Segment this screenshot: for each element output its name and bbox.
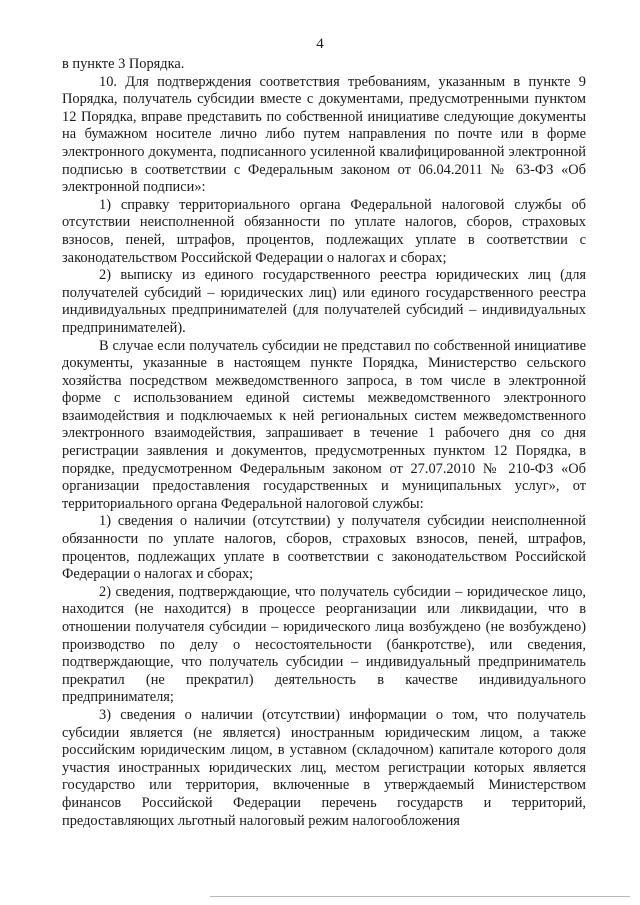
paragraph-continuation: в пункте 3 Порядка. [62,56,185,72]
paragraph-item-10: 10. Для подтверждения соответствия требованиям, указанным в пункте 9 Порядка, получатель субсидии вместе с документами, предусмотренными пунктом 12 Порядка, вправе представить по собственной инициативе следующие документы на бумажном носителе лично либо путем направления по почте или в форме электронного документа, подписанного усиленной квалифицированной электронной подписью в соответствии с Федеральным законом от 06.04.2011 № 63-ФЗ «Об электронной подписи»: [62,73,586,196]
paragraph-subitem-2: 2) выписку из единого государственного реестра юридических лиц (для получателей субсидий – юридических лиц) или единого государственного реестра индивидуальных предпринимателей (для получателей субсидий – индивидуальных предпринимателей). [62,267,586,336]
paragraph-request-item-3: 3) сведения о наличии (отсутствии) информации о том, что получатель субсидии является (не является) иностранным юридическим лицом, а также российским юридическим лицом, в уставном (складочном) капитале которого доля участия иностранных юридических лиц, местом регистрации которых является государство или территория, включенные в утверждаемый Министерством финансов Российской Федерации перечень государств и территорий, предоставляющих льготный налоговый режим налогообложения [62,706,586,829]
paragraph-request-item-2: 2) сведения, подтверждающие, что получатель субсидии – юридическое лицо, находится (не находится) в процессе реорганизации или ликвидации, что в отношении получателя субсидии – юридического лица возбуждено (не возбуждено) производство по делу о несостоятельности (банкротстве), или сведения, подтверждающие, что получатель субсидии – индивидуальный предприниматель прекратил (не прекратил) деятельность в качестве индивидуального предпринимателя; [62,583,586,706]
document-body [62,56,586,830]
paragraph-interagency-request: В случае если получатель субсидии не представил по собственной инициативе документы, указанные в настоящем пункте Порядка, Министерство сельского хозяйства посредством межведомственного запроса, в том числе в электронной форме с использованием единой системы межведомственного электронного взаимодействия и подключаемых к ней региональных систем межведомственного электронного взаимодействия, запрашивает в течение 1 рабочего дня со дня регистрации заявления и документов, предусмотренных пунктом 12 Порядка, в порядке, предусмотренном Федеральным законом от 27.07.2010 № 210-ФЗ «Об организации предоставления государственных и муниципальных услуг», от территориального органа Федеральной налоговой службы: [62,337,586,512]
page-number: 4 [316,36,324,52]
paragraph-subitem-1: 1) справку территориального органа Федеральной налоговой службы об отсутствии неисполненной обязанности по уплате налогов, сборов, страховых взносов, пеней, штрафов, процентов, подлежащих уплате в соответствии с законодательством Российской Федерации о налогах и сборах; [62,196,586,266]
paragraph-request-item-1: 1) сведения о наличии (отсутствии) у получателя субсидии неисполненной обязанности по уплате налогов, сборов, страховых взносов, пеней, штрафов, процентов, подлежащих уплате в соответствии с законодательством Российской Федерации о налогах и сборах; [62,513,586,583]
scan-artifact-line [210,896,630,897]
